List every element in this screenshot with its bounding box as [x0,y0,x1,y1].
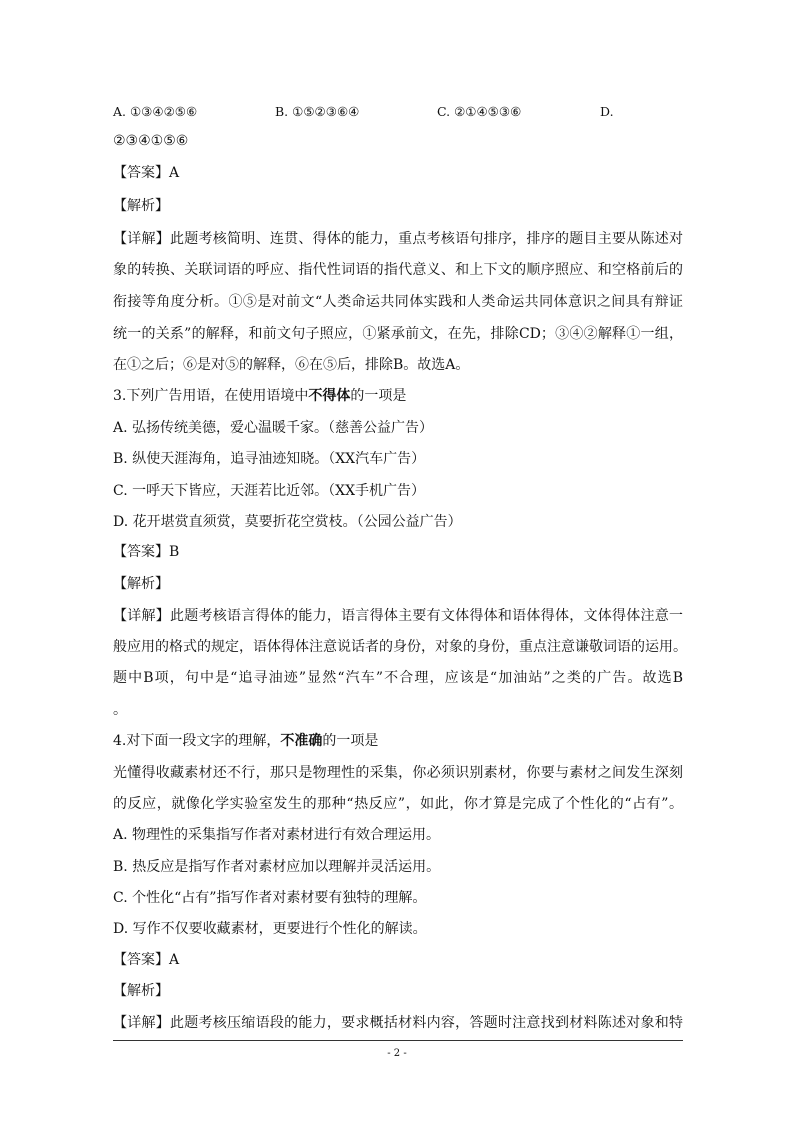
q4-stem [113,731,683,751]
q2-answer: 【答案】A [113,165,180,181]
q2-detail-line: 统一的关系”的解释，和前文句子照应，①紧承前文，在先，排除CD；③④②解释①一组， [113,326,683,342]
footer-divider [113,1040,683,1041]
q2-option-d: D. [600,104,614,119]
q2-detail-line: 在①之后；⑥是对⑤的解释，⑥在⑤后，排除B。故选A。 [113,357,470,373]
q3-stem-post: 的一项是 [350,388,407,404]
page-number: - 2 - [387,1048,407,1059]
q2-option-b: B. ①⑤②③⑥④ [275,104,360,119]
q2-option-d-continued: ②③④①⑤⑥ [113,133,189,149]
q4-stem-emphasis: 不准确 [280,733,323,749]
q4-option-a: A. 物理性的采集指写作者对素材进行有效合理运用。 [113,827,441,843]
q4-option-c: C. 个性化“占有”指写作者对素材要有独特的理解。 [113,890,427,906]
q3-stem-emphasis: 不得体 [308,388,351,404]
q3-option-b: B. 纵使天涯海角，追寻油迹知晓。（XX汽车广告） [113,451,426,467]
q4-analysis-heading: 【解析】 [113,983,169,999]
q3-analysis-heading: 【解析】 [113,576,169,592]
q3-detail-line: 般应用的格式的规定，语体得体注意说话者的身份，对象的身份，重点注意谦敬词语的运用。 [113,639,687,655]
q4-option-b: B. 热反应是指写作者对素材应加以理解并灵活运用。 [113,859,441,875]
q3-detail-line: 【详解】此题考核语言得体的能力，语言得体主要有文体得体和语体得体，文体得体注意一 [113,608,683,624]
q3-stem-pre: 3.下列广告用语，在使用语境中 [113,388,309,404]
q3-option-a: A. 弘扬传统美德，爱心温暖千家。（慈善公益广告） [113,420,434,436]
q4-stem-post: 的一项是 [322,733,379,749]
q4-stem-pre: 4.对下面一段文字的理解， [113,733,281,749]
q3-detail-line: 。 [113,702,127,718]
q3-detail-line: 题中B项，句中是“追寻油迹”显然“汽车”不合理，应该是“加油站”之类的广告。故选B [113,670,683,686]
q4-passage-line: 光懂得收藏素材还不行，那只是物理性的采集，你必须识别素材，你要与素材之间发生深刻 [113,765,683,781]
q4-option-d: D. 写作不仅要收藏素材，更要进行个性化的解读。 [113,921,427,937]
q2-detail-line: 【详解】此题考核简明、连贯、得体的能力，重点考核语句排序，排序的题目主要从陈述对 [113,231,683,247]
q2-detail-line: 衔接等角度分析。①⑤是对前文“人类命运共同体实践和人类命运共同体意识之间具有辩证 [113,294,683,310]
q4-answer: 【答案】A [113,952,180,968]
q3-option-d: D. 花开堪赏直须赏，莫要折花空赏枝。（公园公益广告） [113,514,462,530]
q3-stem [113,386,683,406]
q3-answer: 【答案】B [113,544,180,560]
q2-detail-line: 象的转换、关联词语的呼应、指代性词语的指代意义、和上下文的顺序照应、和空格前后的 [113,262,683,278]
q3-option-c: C. 一呼天下皆应，天涯若比近邻。（XX手机广告） [113,483,426,499]
q4-detail-line: 【详解】此题考核压缩语段的能力，要求概括材料内容，答题时注意找到材料陈述对象和特 [113,1015,683,1031]
q4-passage-line: 的反应，就像化学实验室发生的那种“热反应”，如此，你才算是完成了个性化的“占有”。 [113,796,683,812]
q2-option-c: C. ②①④⑤③⑥ [437,104,522,119]
q2-option-a: A. ①③④②⑤⑥ [113,104,198,119]
q2-analysis-heading: 【解析】 [113,198,169,214]
